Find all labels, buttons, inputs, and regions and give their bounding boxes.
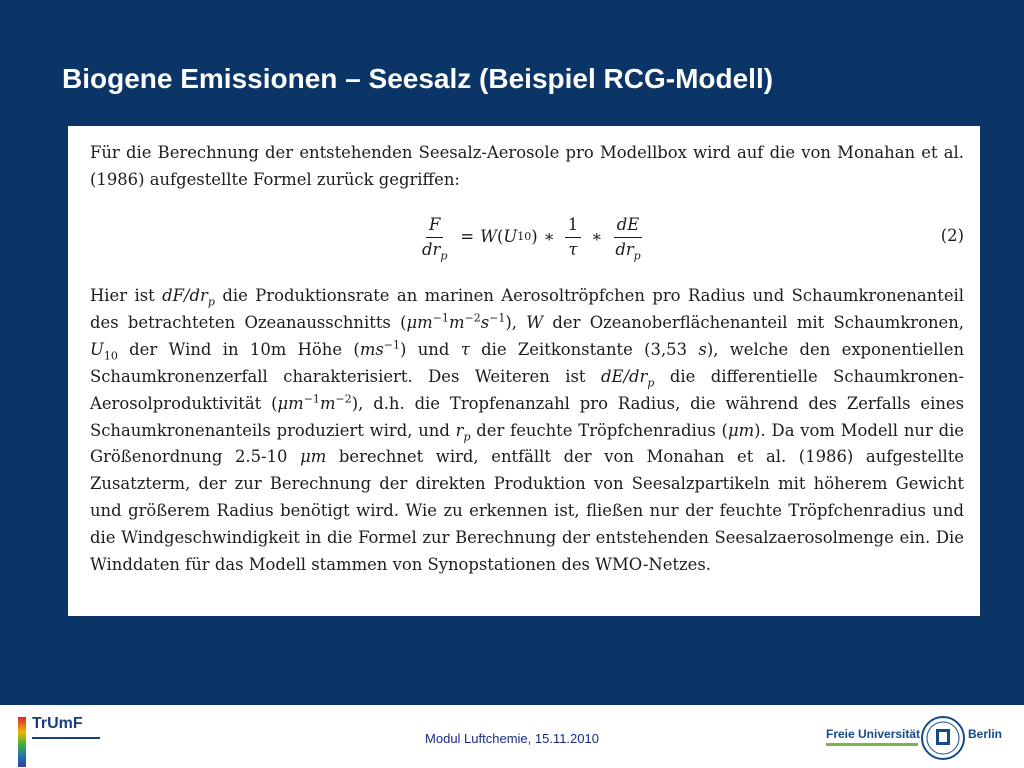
eq-rhs-denominator: dr <box>615 239 634 259</box>
unit-ms: ms <box>359 339 384 359</box>
eq-times-2: ∗ <box>591 226 603 246</box>
body-text-segment: ), <box>505 312 527 332</box>
math-de-dr-sub: p <box>647 376 655 389</box>
body-paragraph <box>90 283 964 579</box>
unit-um-exp: −1 <box>303 392 320 406</box>
unit-s: s <box>480 312 490 332</box>
slide-title: Biogene Emissionen – Seesalz (Beispiel RCG-Modell) <box>62 63 774 94</box>
footer-text: Modul Luftchemie, 15.11.2010 <box>425 731 599 746</box>
math-rp-sub: p <box>463 429 471 443</box>
content-panel <box>68 126 980 616</box>
unit-s-exp: −1 <box>489 311 506 325</box>
fraction-de-drp <box>612 215 643 260</box>
unit-um: μm <box>727 420 755 440</box>
body-text-segment: die differentielle Schaumkronen-Aerosolproduktivität ( <box>90 366 964 413</box>
unit-um: μm <box>277 393 304 413</box>
unit-um-exp: −1 <box>432 311 449 325</box>
fu-seal-icon <box>920 715 966 761</box>
eq-rhs-denominator-sub: p <box>633 248 641 262</box>
math-u10: U <box>90 339 104 359</box>
fu-berlin-logo <box>826 715 1008 759</box>
equation-number: (2) <box>940 226 964 245</box>
math-df-dr: dF/dr <box>162 286 208 305</box>
fu-logo-greenbar <box>826 743 918 746</box>
body-text-segment: die Produktionsrate an marinen Aerosoltröpfchen pro Radius und Schaumkronenanteil des betrachteten Ozeanausschnitts ( <box>90 286 964 332</box>
math-df-dr-sub: p <box>207 295 215 309</box>
unit-m: m <box>448 312 465 332</box>
unit-seconds: s <box>698 339 707 359</box>
footer-bar <box>0 705 1024 768</box>
trumf-logo-text: TrUmF <box>32 715 83 732</box>
body-text-segment: Hier ist <box>90 286 163 305</box>
fraction-df-drp <box>419 215 450 260</box>
equation-formula: $\frac{F}{dr_p}$ = W ( U 10 ) ∗ $\frac{1}{\tau}$ ∗ $\frac{dE}{dr_p}$ <box>415 205 648 269</box>
eq-lhs-denominator: dr <box>422 239 441 259</box>
math-tau: τ <box>460 339 470 359</box>
body-text-segment: ) und <box>400 339 461 359</box>
eq-times-1: ∗ <box>543 226 555 246</box>
unit-um: μm <box>406 312 433 332</box>
equation-block <box>90 205 964 269</box>
unit-m-exp: −2 <box>335 392 352 406</box>
unit-um: μm <box>300 447 327 467</box>
eq-lhs-numerator: F <box>429 214 441 234</box>
math-de-dr: dE/dr <box>601 366 648 386</box>
math-rp: r <box>455 420 464 440</box>
unit-m-exp: −2 <box>464 311 481 325</box>
body-text-segment: der feuchte Tröpfchenradius ( <box>470 420 728 440</box>
eq-lhs-denominator-sub: p <box>440 248 448 262</box>
fraction-one-tau <box>565 215 581 260</box>
body-text-segment: ), d.h. die Tropfenanzahl pro Radius, die während des Zerfalls eines Schaumkronenanteils produziert wird, und <box>90 393 965 440</box>
eq-equals: = <box>460 226 475 246</box>
math-w: W <box>526 312 544 332</box>
intro-paragraph: Für die Berechnung der entstehenden Seesalz-Aerosole pro Modellbox wird auf die von Monahan et al. (1986) aufgestellte Formel zurück gegriffen: <box>90 143 964 189</box>
body-text-segment: die Zeitkonstante (3,53 <box>469 339 699 359</box>
body-text-segment: ), welche den exponentiellen Schaumkronenzerfall charakterisiert. Des Weiteren ist <box>90 339 965 386</box>
eq-w: W <box>480 226 497 246</box>
eq-tau: τ <box>568 239 578 259</box>
body-text-segment: berechnet wird, entfällt der von Monahan et al. (1986) aufgestellte Zusatzterm, der zur Berechnung der direkten Produktion von Seesalzpartikeln mit höherem Gewicht und größerem Radius benötigt wird. Wie zu erkennen ist, fließen nur der feuchte Tröpfchenradius und die Windgeschwindigkeit in die Formel zur Berechnung der entstehenden Seesalzaerosolmenge ein. Die Winddaten für das Modell stammen von Synopstationen des WMO-Netzes. <box>90 447 964 575</box>
math-u10-sub: 10 <box>103 349 118 363</box>
unit-ms-exp: −1 <box>383 338 400 352</box>
body-text-segment: ). Da vom Modell nur die Größenordnung 2.5-10 <box>90 420 965 467</box>
eq-rhs-numerator: dE <box>616 214 640 234</box>
fu-logo-name: Freie Universität <box>826 727 921 741</box>
body-text-segment: der Ozeanoberflächenanteil mit Schaumkronen, <box>543 312 964 332</box>
eq-one: 1 <box>565 215 581 238</box>
fu-logo-city: Berlin <box>968 727 1003 741</box>
unit-m: m <box>319 393 336 413</box>
eq-u: U <box>503 226 518 246</box>
body-text-segment: der Wind in 10m Höhe ( <box>117 339 360 359</box>
